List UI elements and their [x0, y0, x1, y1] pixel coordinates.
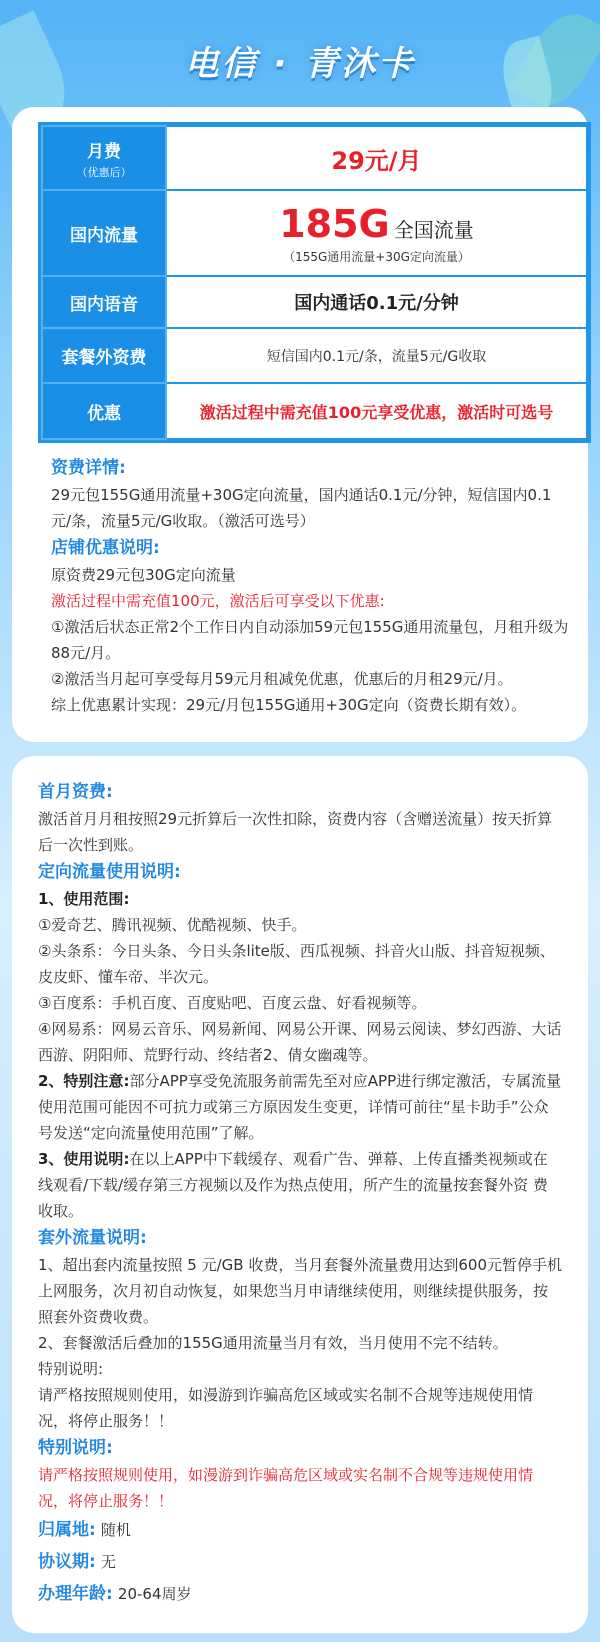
banner-title: 电信 · 青沐卡 [184, 44, 416, 84]
fee-label-promo: 优惠 [42, 383, 166, 439]
plan-details [51, 454, 571, 718]
age-label: 办理年龄: [38, 1584, 113, 1604]
extra-item: 请严格按照规则使用，如漫游到诈骗高危区域或实名制不合规等违规使用情况，将停止服务！！ [38, 1386, 534, 1430]
store-line: ①激活后状态正常2个工作日内自动添加59元包155G通用流量包，月租升级为88元/月。 [51, 618, 569, 662]
fee-label-voice: 国内语音 [42, 276, 166, 328]
scope-item: ③百度系：手机百度、百度贴吧、百度云盘、好看视频等。 [38, 994, 427, 1012]
contract-label: 协议期: [38, 1552, 96, 1572]
terms-card [12, 756, 588, 1633]
promo-text: 激活过程中需充值100元享受优惠，激活时可选号 [199, 402, 554, 422]
store-promo-title: 店铺优惠说明: [51, 538, 160, 558]
scope-item: ④网易系：网易云音乐、网易新闻、网易公开课、网易云阅读、梦幻西游、大话西游、阴阳师、荒野行动、终结者2、倩女幽魂等。 [38, 1020, 562, 1064]
fee-label-extra: 套餐外资费 [42, 328, 166, 383]
contract-value: 无 [100, 1553, 116, 1571]
fee-label-data: 国内流量 [42, 190, 166, 276]
scope-item: ①爱奇艺、腾讯视频、优酷视频、快手。 [38, 916, 307, 934]
location-value: 随机 [100, 1521, 131, 1539]
table-row [42, 190, 587, 276]
usage-text: 在以上APP中下载缓存、观看广告、弹幕、上传直播类视频或在线观看/下载/缓存第三方视频以及作为热点使用，所产生的流量按套餐外资 费收取。 [38, 1150, 548, 1220]
note-text: 部分APP享受免流服务前需先至对应APP进行绑定激活，专属流量使用范围可能因不可抗力或第三方原因发生变更，详情可前往“星卡助手”公众号发送“定向流量使用范围”了解。 [38, 1072, 562, 1142]
row-sublabel: （优惠后） [76, 165, 132, 179]
row-label: 月费 [87, 141, 121, 162]
location-row [38, 1514, 562, 1546]
fee-label-monthly [42, 126, 166, 190]
targeted-flow-title: 定向流量使用说明: [38, 862, 181, 882]
table-row [42, 126, 587, 190]
fee-details-text: 29元包155G通用流量+30G定向流量，国内通话0.1元/分钟，短信国内0.1元/条，流量5元/G收取。（激活可选号） [51, 486, 552, 530]
extra-rate: 短信国内0.1元/条，流量5元/G收取 [266, 348, 487, 365]
note-heading: 2、特别注意: [38, 1072, 130, 1090]
scope-item: ②头条系：今日头条、今日头条lite版、西瓜视频、抖音火山版、抖音短视频、皮皮虾、懂车帝、半次元。 [38, 942, 555, 986]
store-line-highlight: 激活过程中需充值100元，激活后可享受以下优惠: [51, 592, 385, 610]
table-row [42, 276, 587, 328]
first-month-title: 首月资费: [38, 782, 113, 802]
plan-card [12, 107, 588, 742]
fee-details-title: 资费详情: [51, 458, 126, 478]
extra-item: 特别说明: [38, 1360, 104, 1378]
age-value: 20-64周岁 [117, 1585, 192, 1603]
monthly-price: 29元/月 [331, 146, 422, 175]
contract-row [38, 1546, 562, 1578]
voice-rate: 国内通话0.1元/分钟 [294, 293, 459, 314]
data-note: （155G通用流量+30G定向流量） [283, 249, 470, 264]
data-amount: 185G [279, 201, 390, 246]
fee-value-monthly [166, 126, 587, 190]
extra-flow-title: 套外流量说明: [38, 1228, 147, 1248]
table-row [42, 328, 587, 383]
data-unit: 全国流量 [393, 217, 474, 242]
store-line: 综上优惠累计实现：29元/月包155G通用+30G定向（资费长期有效）。 [51, 696, 527, 714]
extra-item: 1、超出套内流量按照 5 元/GB 收费，当月套餐外流量费用达到600元暂停手机上网服务，次月初自动恢复，如果您当月申请继续使用，则继续提供服务，按照套外资费收费。 [38, 1256, 562, 1326]
scope-heading: 1、使用范围: [38, 890, 130, 908]
special-title: 特别说明: [38, 1438, 113, 1458]
usage-note [38, 1146, 562, 1224]
store-line: 原资费29元包30G定向流量 [51, 566, 236, 584]
usage-heading: 3、使用说明: [38, 1150, 130, 1168]
extra-item: 2、套餐激活后叠加的155G通用流量当月有效，当月使用不完不结转。 [38, 1334, 508, 1352]
special-note [38, 1068, 562, 1146]
first-month-text: 激活首月月租按照29元折算后一次性扣除，资费内容（含赠送流量）按天折算后一次性到账。 [38, 810, 553, 854]
store-line: ②激活当月起可享受每月59元月租减免优惠，优惠后的月租29元/月。 [51, 670, 513, 688]
location-label: 归属地: [38, 1520, 96, 1540]
special-text: 请严格按照规则使用，如漫游到诈骗高危区域或实名制不合规等违规使用情况，将停止服务！！ [38, 1466, 534, 1510]
fee-table [41, 125, 588, 440]
fee-value-extra [166, 328, 587, 383]
fee-value-promo [166, 383, 587, 439]
table-row [42, 383, 587, 439]
fee-value-data [166, 190, 587, 276]
fee-value-voice [166, 276, 587, 328]
age-row [38, 1578, 562, 1610]
